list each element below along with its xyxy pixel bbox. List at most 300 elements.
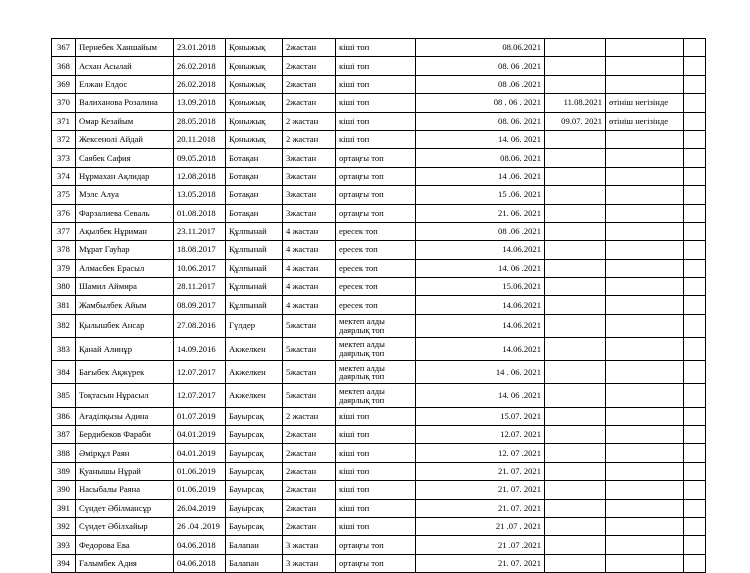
child-name-cell: Бердибеков Фараби [76, 426, 174, 444]
row-number-cell: 387 [52, 426, 76, 444]
leave-reason-cell [606, 536, 684, 554]
birth-date-cell: 09.05.2018 [174, 149, 226, 167]
leave-reason-cell [606, 39, 684, 57]
birth-date-cell: 28.11.2017 [174, 278, 226, 296]
leave-date-cell [545, 462, 606, 480]
leave-date-cell [545, 517, 606, 535]
empty-cell [684, 75, 706, 93]
empty-cell [684, 481, 706, 499]
child-name-cell: Нұрмахан Ақлидар [76, 167, 174, 185]
age-category-cell: 2жастан [283, 444, 336, 462]
leave-date-cell [545, 338, 606, 361]
child-name-cell: Елжан Елдос [76, 75, 174, 93]
empty-cell [684, 278, 706, 296]
leave-reason-cell [606, 57, 684, 75]
table-row [52, 167, 706, 185]
empty-cell [684, 426, 706, 444]
group-type-cell: кіші топ [336, 112, 416, 130]
table-row [52, 39, 706, 57]
leave-reason-cell [606, 499, 684, 517]
child-name-cell: Сүндет Әбілмансұр [76, 499, 174, 517]
group-type-cell: кіші топ [336, 481, 416, 499]
enrollment-date-cell: 14. 06 .2021 [416, 384, 545, 407]
enrollment-date-cell: 21. 06. 2021 [416, 204, 545, 222]
age-category-cell: 3 жастан [283, 536, 336, 554]
group-type-cell: мектеп алды даярлық топ [336, 384, 416, 407]
leave-date-cell [545, 222, 606, 240]
row-number-cell: 382 [52, 314, 76, 337]
age-category-cell: 4 жастан [283, 278, 336, 296]
table-row [52, 296, 706, 314]
age-category-cell: 3 жастан [283, 554, 336, 572]
leave-date-cell [545, 444, 606, 462]
enrollment-date-cell: 08 .06 .2021 [416, 75, 545, 93]
leave-date-cell [545, 296, 606, 314]
group-type-cell: кіші топ [336, 94, 416, 112]
enrollment-date-cell: 21. 07. 2021 [416, 462, 545, 480]
row-number-cell: 376 [52, 204, 76, 222]
empty-cell [684, 94, 706, 112]
birth-date-cell: 04.01.2019 [174, 444, 226, 462]
enrollment-date-cell: 14. 06. 2021 [416, 130, 545, 148]
leave-date-cell [545, 481, 606, 499]
group-type-cell: мектеп алды даярлық топ [336, 361, 416, 384]
leave-reason-cell: өтініш негізінде [606, 112, 684, 130]
group-name-cell: Құлпынай [226, 241, 283, 259]
birth-date-cell: 26.02.2018 [174, 75, 226, 93]
enrollment-date-cell: 21. 07. 2021 [416, 554, 545, 572]
empty-cell [684, 57, 706, 75]
child-name-cell: Мұрат Гауһар [76, 241, 174, 259]
row-number-cell: 368 [52, 57, 76, 75]
child-name-cell: Жексенолі Айдай [76, 130, 174, 148]
birth-date-cell: 26.04.2019 [174, 499, 226, 517]
row-number-cell: 375 [52, 186, 76, 204]
child-name-cell: Фарзалиева Севаль [76, 204, 174, 222]
table-row [52, 462, 706, 480]
leave-reason-cell [606, 259, 684, 277]
birth-date-cell: 01.06.2019 [174, 462, 226, 480]
row-number-cell: 384 [52, 361, 76, 384]
empty-cell [684, 130, 706, 148]
child-name-cell: Тоқтасын Нұрасыл [76, 384, 174, 407]
birth-date-cell: 12.08.2018 [174, 167, 226, 185]
birth-date-cell: 04.01.2019 [174, 426, 226, 444]
group-type-cell: кіші топ [336, 75, 416, 93]
birth-date-cell: 04.06.2018 [174, 554, 226, 572]
age-category-cell: 2жастан [283, 462, 336, 480]
group-type-cell: ортаңғы топ [336, 536, 416, 554]
leave-reason-cell [606, 481, 684, 499]
empty-cell [684, 444, 706, 462]
enrollment-date-cell: 08 .06 .2021 [416, 222, 545, 240]
group-name-cell: Ботақан [226, 186, 283, 204]
group-name-cell: Акжелкен [226, 338, 283, 361]
birth-date-cell: 01.06.2019 [174, 481, 226, 499]
leave-reason-cell [606, 204, 684, 222]
empty-cell [684, 204, 706, 222]
row-number-cell: 377 [52, 222, 76, 240]
empty-cell [684, 149, 706, 167]
child-name-cell: Пернебек Ханшайым [76, 39, 174, 57]
table-row [52, 361, 706, 384]
birth-date-cell: 13.05.2018 [174, 186, 226, 204]
leave-date-cell [545, 499, 606, 517]
table-row [52, 499, 706, 517]
age-category-cell: 5жастан [283, 361, 336, 384]
group-name-cell: Бауырсақ [226, 499, 283, 517]
group-name-cell: Ботақан [226, 204, 283, 222]
empty-cell [684, 361, 706, 384]
age-category-cell: 5жастан [283, 384, 336, 407]
enrollment-date-cell: 08. 06. 2021 [416, 112, 545, 130]
age-category-cell: 3жастан [283, 149, 336, 167]
table-row [52, 112, 706, 130]
child-name-cell: Федорова Ева [76, 536, 174, 554]
enrollment-date-cell: 15 .06. 2021 [416, 186, 545, 204]
leave-reason-cell [606, 426, 684, 444]
birth-date-cell: 04.06.2018 [174, 536, 226, 554]
group-type-cell: ортаңғы топ [336, 167, 416, 185]
age-category-cell: 4 жастан [283, 241, 336, 259]
table-row [52, 314, 706, 337]
row-number-cell: 394 [52, 554, 76, 572]
leave-reason-cell [606, 149, 684, 167]
group-name-cell: Акжелкен [226, 361, 283, 384]
leave-date-cell [545, 130, 606, 148]
empty-cell [684, 39, 706, 57]
group-name-cell: Ботақан [226, 149, 283, 167]
leave-date-cell [545, 384, 606, 407]
birth-date-cell: 12.07.2017 [174, 361, 226, 384]
leave-date-cell [545, 241, 606, 259]
leave-date-cell [545, 278, 606, 296]
group-type-cell: кіші топ [336, 426, 416, 444]
table-row [52, 204, 706, 222]
enrollment-date-cell: 21. 07. 2021 [416, 499, 545, 517]
row-number-cell: 390 [52, 481, 76, 499]
group-name-cell: Балапан [226, 554, 283, 572]
birth-date-cell: 10.06.2017 [174, 259, 226, 277]
leave-reason-cell [606, 338, 684, 361]
group-name-cell: Қоныжық [226, 57, 283, 75]
row-number-cell: 370 [52, 94, 76, 112]
age-category-cell: 5жастан [283, 338, 336, 361]
row-number-cell: 385 [52, 384, 76, 407]
leave-reason-cell [606, 167, 684, 185]
age-category-cell: 3жастан [283, 186, 336, 204]
table-row [52, 444, 706, 462]
group-name-cell: Ботақан [226, 167, 283, 185]
group-type-cell: мектеп алды даярлық топ [336, 314, 416, 337]
row-number-cell: 389 [52, 462, 76, 480]
enrollment-date-cell: 14.06.2021 [416, 296, 545, 314]
enrollment-date-cell: 21. 07. 2021 [416, 481, 545, 499]
empty-cell [684, 186, 706, 204]
leave-reason-cell [606, 130, 684, 148]
birth-date-cell: 23.11.2017 [174, 222, 226, 240]
leave-reason-cell [606, 462, 684, 480]
child-name-cell: Қуанышы Нұрай [76, 462, 174, 480]
child-name-cell: Бағыбек Ақжүрек [76, 361, 174, 384]
empty-cell [684, 384, 706, 407]
group-type-cell: мектеп алды даярлық топ [336, 338, 416, 361]
leave-date-cell [545, 426, 606, 444]
leave-reason-cell [606, 517, 684, 535]
age-category-cell: 4 жастан [283, 259, 336, 277]
age-category-cell: 4 жастан [283, 296, 336, 314]
group-type-cell: ересек топ [336, 222, 416, 240]
group-type-cell: ортаңғы топ [336, 204, 416, 222]
empty-cell [684, 407, 706, 425]
child-name-cell: Қылышбек Ансар [76, 314, 174, 337]
enrollment-date-cell: 21 .07 . 2021 [416, 517, 545, 535]
age-category-cell: 2 жастан [283, 130, 336, 148]
row-number-cell: 374 [52, 167, 76, 185]
table-row [52, 338, 706, 361]
enrollment-date-cell: 08.06.2021 [416, 39, 545, 57]
age-category-cell: 2 жастан [283, 407, 336, 425]
leave-reason-cell [606, 222, 684, 240]
enrollment-date-cell: 08. 06 .2021 [416, 57, 545, 75]
leave-date-cell [545, 536, 606, 554]
age-category-cell: 2жастан [283, 481, 336, 499]
group-name-cell: Құлпынай [226, 296, 283, 314]
birth-date-cell: 23.01.2018 [174, 39, 226, 57]
group-name-cell: Бауырсақ [226, 407, 283, 425]
enrollment-date-cell: 15.06.2021 [416, 278, 545, 296]
empty-cell [684, 338, 706, 361]
leave-reason-cell [606, 75, 684, 93]
leave-date-cell [545, 75, 606, 93]
group-name-cell: Құлпынай [226, 278, 283, 296]
table-row [52, 75, 706, 93]
group-type-cell: ересек топ [336, 296, 416, 314]
row-number-cell: 381 [52, 296, 76, 314]
table-row [52, 536, 706, 554]
leave-date-cell [545, 407, 606, 425]
group-type-cell: кіші топ [336, 499, 416, 517]
leave-reason-cell [606, 554, 684, 572]
enrollment-date-cell: 14.06.2021 [416, 338, 545, 361]
empty-cell [684, 259, 706, 277]
age-category-cell: 2жастан [283, 499, 336, 517]
child-name-cell: Мэлс Алуа [76, 186, 174, 204]
group-type-cell: кіші топ [336, 130, 416, 148]
child-name-cell: Жамбылбек Айым [76, 296, 174, 314]
row-number-cell: 383 [52, 338, 76, 361]
birth-date-cell: 26.02.2018 [174, 57, 226, 75]
child-name-cell: Асхан Асылай [76, 57, 174, 75]
group-name-cell: Қоныжық [226, 130, 283, 148]
row-number-cell: 379 [52, 259, 76, 277]
leave-reason-cell [606, 278, 684, 296]
leave-date-cell [545, 204, 606, 222]
leave-date-cell [545, 554, 606, 572]
row-number-cell: 372 [52, 130, 76, 148]
leave-date-cell: 11.08.2021 [545, 94, 606, 112]
group-type-cell: ортаңғы топ [336, 186, 416, 204]
table-row [52, 57, 706, 75]
child-name-cell: Омар Кезайым [76, 112, 174, 130]
age-category-cell: 2жастан [283, 39, 336, 57]
birth-date-cell: 20.11.2018 [174, 130, 226, 148]
child-name-cell: Ағаділқызы Адина [76, 407, 174, 425]
table-row [52, 222, 706, 240]
table-row [52, 149, 706, 167]
group-name-cell: Бауырсақ [226, 444, 283, 462]
group-type-cell: ересек топ [336, 278, 416, 296]
empty-cell [684, 536, 706, 554]
group-type-cell: ересек топ [336, 241, 416, 259]
birth-date-cell: 01.07.2019 [174, 407, 226, 425]
age-category-cell: 5жастан [283, 314, 336, 337]
leave-reason-cell: өтініш негізінде [606, 94, 684, 112]
group-name-cell: Қоныжық [226, 112, 283, 130]
group-type-cell: кіші топ [336, 462, 416, 480]
birth-date-cell: 26 .04 .2019 [174, 517, 226, 535]
empty-cell [684, 222, 706, 240]
enrollment-date-cell: 14 . 06. 2021 [416, 361, 545, 384]
group-name-cell: Құлпынай [226, 222, 283, 240]
enrollment-date-cell: 12.07. 2021 [416, 426, 545, 444]
group-name-cell: Қоныжық [226, 39, 283, 57]
enrollment-date-cell: 12. 07 .2021 [416, 444, 545, 462]
child-name-cell: Валиханова Розалина [76, 94, 174, 112]
group-name-cell: Бауырсақ [226, 426, 283, 444]
birth-date-cell: 28.05.2018 [174, 112, 226, 130]
child-name-cell: Алмасбек Ерасыл [76, 259, 174, 277]
row-number-cell: 378 [52, 241, 76, 259]
enrollment-date-cell: 14.06.2021 [416, 241, 545, 259]
age-category-cell: 2жастан [283, 517, 336, 535]
group-type-cell: ортаңғы топ [336, 149, 416, 167]
group-type-cell: кіші топ [336, 39, 416, 57]
leave-reason-cell [606, 186, 684, 204]
leave-date-cell [545, 259, 606, 277]
birth-date-cell: 18.08.2017 [174, 241, 226, 259]
group-name-cell: Гүлдер [226, 314, 283, 337]
group-type-cell: ересек топ [336, 259, 416, 277]
leave-reason-cell [606, 314, 684, 337]
empty-cell [684, 462, 706, 480]
leave-date-cell [545, 149, 606, 167]
row-number-cell: 371 [52, 112, 76, 130]
age-category-cell: 3жастан [283, 204, 336, 222]
enrollment-date-cell: 14.06.2021 [416, 314, 545, 337]
age-category-cell: 2жастан [283, 426, 336, 444]
enrollment-date-cell: 14 .06. 2021 [416, 167, 545, 185]
age-category-cell: 2жастан [283, 57, 336, 75]
enrollment-table [51, 38, 706, 573]
group-type-cell: кіші топ [336, 517, 416, 535]
row-number-cell: 393 [52, 536, 76, 554]
age-category-cell: 2 жастан [283, 112, 336, 130]
leave-date-cell [545, 361, 606, 384]
row-number-cell: 380 [52, 278, 76, 296]
child-name-cell: Сүндет Әбілхайыр [76, 517, 174, 535]
row-number-cell: 392 [52, 517, 76, 535]
row-number-cell: 388 [52, 444, 76, 462]
table-row [52, 130, 706, 148]
empty-cell [684, 167, 706, 185]
birth-date-cell: 12.07.2017 [174, 384, 226, 407]
child-name-cell: Қанай Алинұр [76, 338, 174, 361]
row-number-cell: 386 [52, 407, 76, 425]
leave-reason-cell [606, 444, 684, 462]
empty-cell [684, 296, 706, 314]
enrollment-date-cell: 15.07. 2021 [416, 407, 545, 425]
birth-date-cell: 13.09.2018 [174, 94, 226, 112]
leave-date-cell [545, 186, 606, 204]
empty-cell [684, 314, 706, 337]
leave-date-cell [545, 314, 606, 337]
table-row [52, 384, 706, 407]
age-category-cell: 2жастан [283, 75, 336, 93]
group-type-cell: кіші топ [336, 444, 416, 462]
child-name-cell: Ақылбек Нұриман [76, 222, 174, 240]
empty-cell [684, 112, 706, 130]
birth-date-cell: 08.09.2017 [174, 296, 226, 314]
child-name-cell: Шамил Аймира [76, 278, 174, 296]
table-row [52, 554, 706, 572]
row-number-cell: 369 [52, 75, 76, 93]
age-category-cell: 4 жастан [283, 222, 336, 240]
group-name-cell: Қоныжық [226, 94, 283, 112]
child-name-cell: Саябек Сафия [76, 149, 174, 167]
group-name-cell: Қоныжық [226, 75, 283, 93]
leave-reason-cell [606, 384, 684, 407]
group-type-cell: ортаңғы топ [336, 554, 416, 572]
age-category-cell: 2жастан [283, 94, 336, 112]
child-name-cell: Ғалымбек Адия [76, 554, 174, 572]
group-name-cell: Балапан [226, 536, 283, 554]
table-row [52, 407, 706, 425]
birth-date-cell: 14.09.2016 [174, 338, 226, 361]
leave-date-cell: 09.07. 2021 [545, 112, 606, 130]
leave-date-cell [545, 39, 606, 57]
leave-reason-cell [606, 241, 684, 259]
birth-date-cell: 01.08.2018 [174, 204, 226, 222]
table-row [52, 259, 706, 277]
row-number-cell: 373 [52, 149, 76, 167]
empty-cell [684, 499, 706, 517]
table-row [52, 186, 706, 204]
table-row [52, 481, 706, 499]
birth-date-cell: 27.08.2016 [174, 314, 226, 337]
group-name-cell: Бауырсақ [226, 517, 283, 535]
empty-cell [684, 554, 706, 572]
child-name-cell: Насыбалы Раяна [76, 481, 174, 499]
group-name-cell: Бауырсақ [226, 481, 283, 499]
leave-reason-cell [606, 407, 684, 425]
enrollment-date-cell: 14. 06 .2021 [416, 259, 545, 277]
row-number-cell: 367 [52, 39, 76, 57]
enrollment-date-cell: 21 .07 .2021 [416, 536, 545, 554]
leave-reason-cell [606, 296, 684, 314]
table-row [52, 278, 706, 296]
child-name-cell: Әмірқұл Раян [76, 444, 174, 462]
age-category-cell: 3жастан [283, 167, 336, 185]
enrollment-date-cell: 08 . 06 . 2021 [416, 94, 545, 112]
group-name-cell: Акжелкен [226, 384, 283, 407]
leave-reason-cell [606, 361, 684, 384]
empty-cell [684, 517, 706, 535]
group-name-cell: Бауырсақ [226, 462, 283, 480]
group-name-cell: Құлпынай [226, 259, 283, 277]
leave-date-cell [545, 167, 606, 185]
enrollment-date-cell: 08.06. 2021 [416, 149, 545, 167]
